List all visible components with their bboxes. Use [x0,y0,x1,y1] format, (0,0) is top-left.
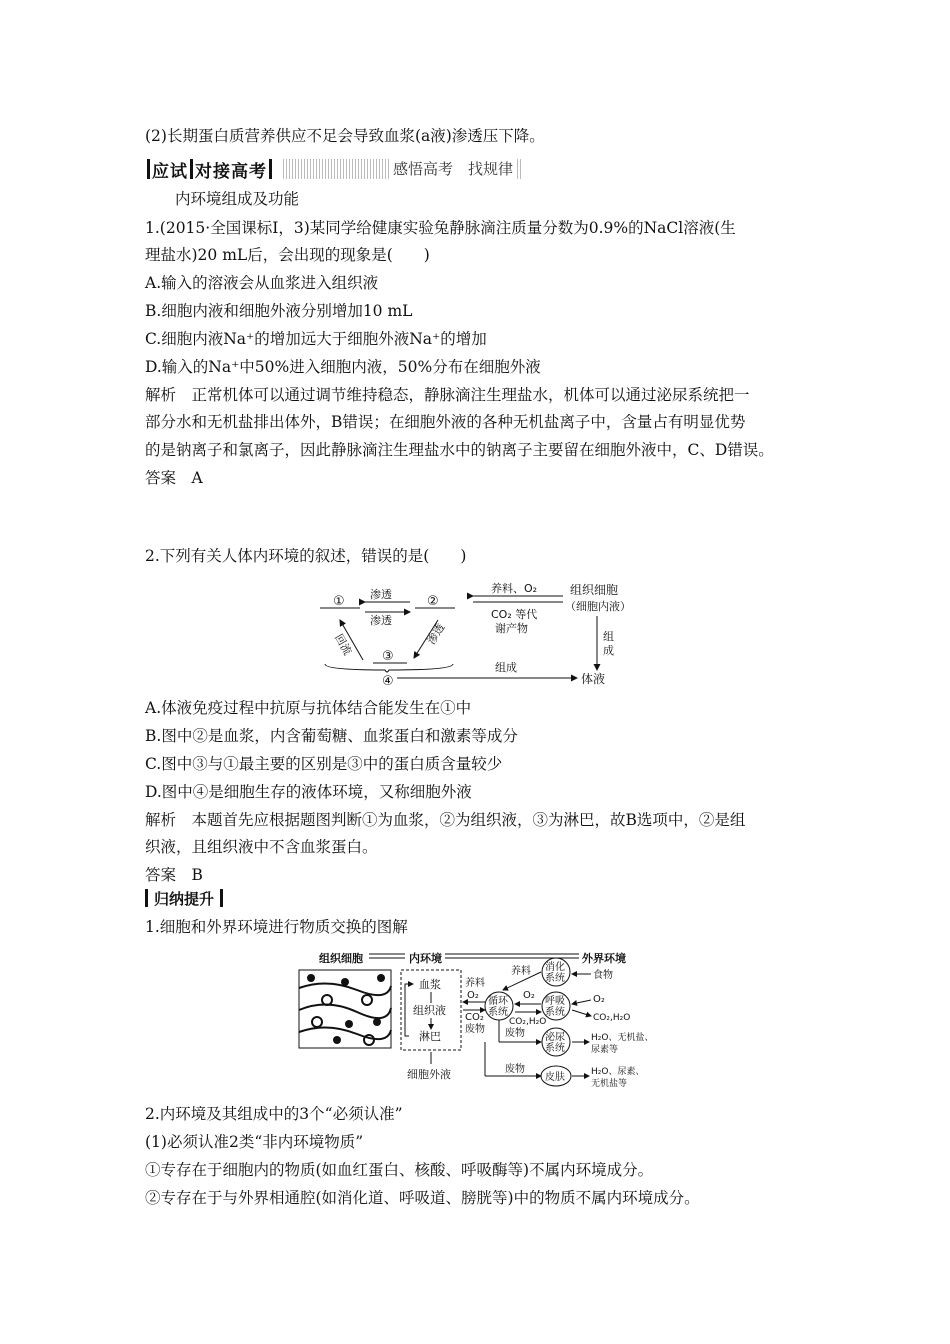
summary-tag [145,887,223,909]
analysis-1: 解析 正常机体可以通过调节维持稳态，静脉滴注生理盐水，机体可以通过泌尿系统把一 [145,386,750,404]
label-co2-cont: 谢产物 [495,622,528,635]
tag-bar [145,889,148,907]
label-outer-env: 外界环境 [582,952,626,965]
option-c: C.图中③与①最主要的区别是③中的蛋白质含量较少 [145,755,503,773]
option-d: D.输入的Na⁺中50%进入细胞内液，50%分布在细胞外液 [145,358,541,376]
option-a: A.输入的溶液会从血浆进入组织液 [145,274,379,292]
analysis-1-cont: 部分水和无机盐排出体外，B错误；在细胞外液的各种无机盐离子中，含量占有明显优势 [145,413,746,431]
label-cell: 组织细胞 [570,583,619,597]
label-digestive-2: 系统 [545,973,565,984]
body-fluid-diagram [315,578,660,693]
label-tissue-cell: 组织细胞 [319,952,363,965]
section-title: 内环境组成及功能 [175,190,300,208]
banner-bar [190,159,193,179]
answer-1: 答案 A [145,469,203,487]
option-d: D.图中④是细胞生存的液体环境，又称细胞外液 [145,783,472,801]
subsection-2-1: (1)必须认准2类“非内环境物质” [145,1133,364,1151]
node-3: ③ [382,649,394,664]
label-o2-left: O₂ [467,990,479,1001]
node-1: ① [333,594,345,609]
label-seep-top: 渗透 [370,588,392,601]
subsection-2-item: ②专存在于与外界相通腔(如消化道、呼吸道、膀胱等)中的物质不属内环境成分。 [145,1189,700,1207]
label-seep-diag: 渗透 [424,621,448,647]
label-skin-out-2: 无机盐等 [591,1079,628,1088]
label-nutrient: 养料、O₂ [491,582,538,595]
subsection-2: 2.内环境及其组成中的3个“必须认准” [145,1105,403,1123]
label-urinary-out: H₂O、无机盐、 [591,1033,654,1043]
label-waste-left: 废物 [465,1024,485,1035]
banner-left: 应试 [152,161,188,182]
label-co2: CO₂ 等代 [491,608,538,621]
banner-mid: 对接高考 [195,161,267,182]
text-line: (2)长期蛋白质营养供应不足会导致血浆(a液)渗透压下降。 [145,127,545,145]
label-co2h2o-out: CO₂,H₂O [593,1013,631,1023]
label-respiratory-2: 系统 [545,1007,565,1018]
label-compose-v2: 成 [603,644,614,657]
label-urinary-2: 系统 [545,1043,565,1054]
label-back: 回流 [331,631,355,658]
banner-bar [269,159,272,179]
analysis-2-cont: 织液，且组织液中不含血浆蛋白。 [145,838,378,856]
label-digestive: 消化 [545,962,565,973]
label-waste-bottom: 废物 [505,1064,525,1075]
label-skin-out: H₂O、尿素、 [591,1067,645,1077]
section-banner [145,157,523,181]
node-4: ④ [382,674,394,689]
subsection-2-item: ①专存在于细胞内的物质(如血红蛋白、核酸、呼吸酶等)不属内环境成分。 [145,1161,654,1179]
label-compose: 组成 [495,661,517,674]
label-urinary: 泌尿 [545,1032,565,1043]
label-waste-mid: 废物 [505,1028,525,1039]
option-b: B.图中②是血浆，内含葡萄糖、血浆蛋白和激素等成分 [145,727,518,745]
question-1-cont: 理盐水)20 mL后，会出现的现象是( ) [145,246,430,264]
label-compose-v1: 组 [603,630,614,643]
label-nutr-top: 养料 [511,966,531,977]
option-a: A.体液免疫过程中抗原与抗体结合能发生在①中 [145,699,472,717]
label-interstitial: 组织液 [413,1004,446,1017]
option-b: B.细胞内液和细胞外液分别增加10 mL [145,302,413,320]
question-1: 1.(2015·全国课标Ⅰ，3)某同学给健康实验兔静脉滴注质量分数为0.9%的NaCl溶液(生 [145,219,736,237]
label-ecf: 细胞外液 [407,1068,451,1081]
tag-bar [220,889,223,907]
label-o2-resp: O₂ [523,990,535,1001]
label-circulation: 循环 [488,996,508,1007]
option-c: C.细胞内液Na⁺的增加远大于细胞外液Na⁺的增加 [145,330,487,348]
label-co2-left: CO₂ [465,1012,484,1023]
analysis-1-cont: 的是钠离子和氯离子，因此静脉滴注生理盐水中的钠离子主要留在细胞外液中，C、D错误。 [145,441,774,459]
label-seep-bottom: 渗透 [370,614,392,627]
banner-bar [147,159,150,179]
label-inner-env: 内环境 [409,952,442,965]
node-2: ② [427,594,439,609]
subsection-1: 1.细胞和外界环境进行物质交换的图解 [145,918,408,936]
label-cell-fluid: （细胞内液） [565,600,631,613]
label-plasma: 血浆 [419,978,441,991]
label-urinary-out-2: 尿素等 [591,1045,619,1055]
analysis-2: 解析 本题首先应根据题图判断①为血浆，②为组织液，③为淋巴，故B选项中，②是组 [145,811,746,829]
label-food: 食物 [593,970,613,981]
tissue-cells [299,970,391,1048]
label-skin: 皮肤 [545,1072,565,1083]
label-lymph: 淋巴 [419,1030,441,1043]
label-respiratory: 呼吸 [545,996,565,1007]
question-2: 2.下列有关人体内环境的叙述，错误的是( ) [145,547,467,565]
label-circulation-2: 系统 [488,1007,508,1018]
tag-label: 归纳提升 [154,889,215,908]
answer-2: 答案 B [145,866,203,884]
exchange-diagram [297,948,667,1088]
label-body-fluid: 体液 [581,672,606,686]
label-co2h2o-resp: CO₂,H₂O [509,1017,547,1027]
label-o2-out: O₂ [593,994,605,1005]
label-nutr-left: 养料 [465,978,485,989]
banner-right: 感悟高考 找规律 [389,159,517,179]
